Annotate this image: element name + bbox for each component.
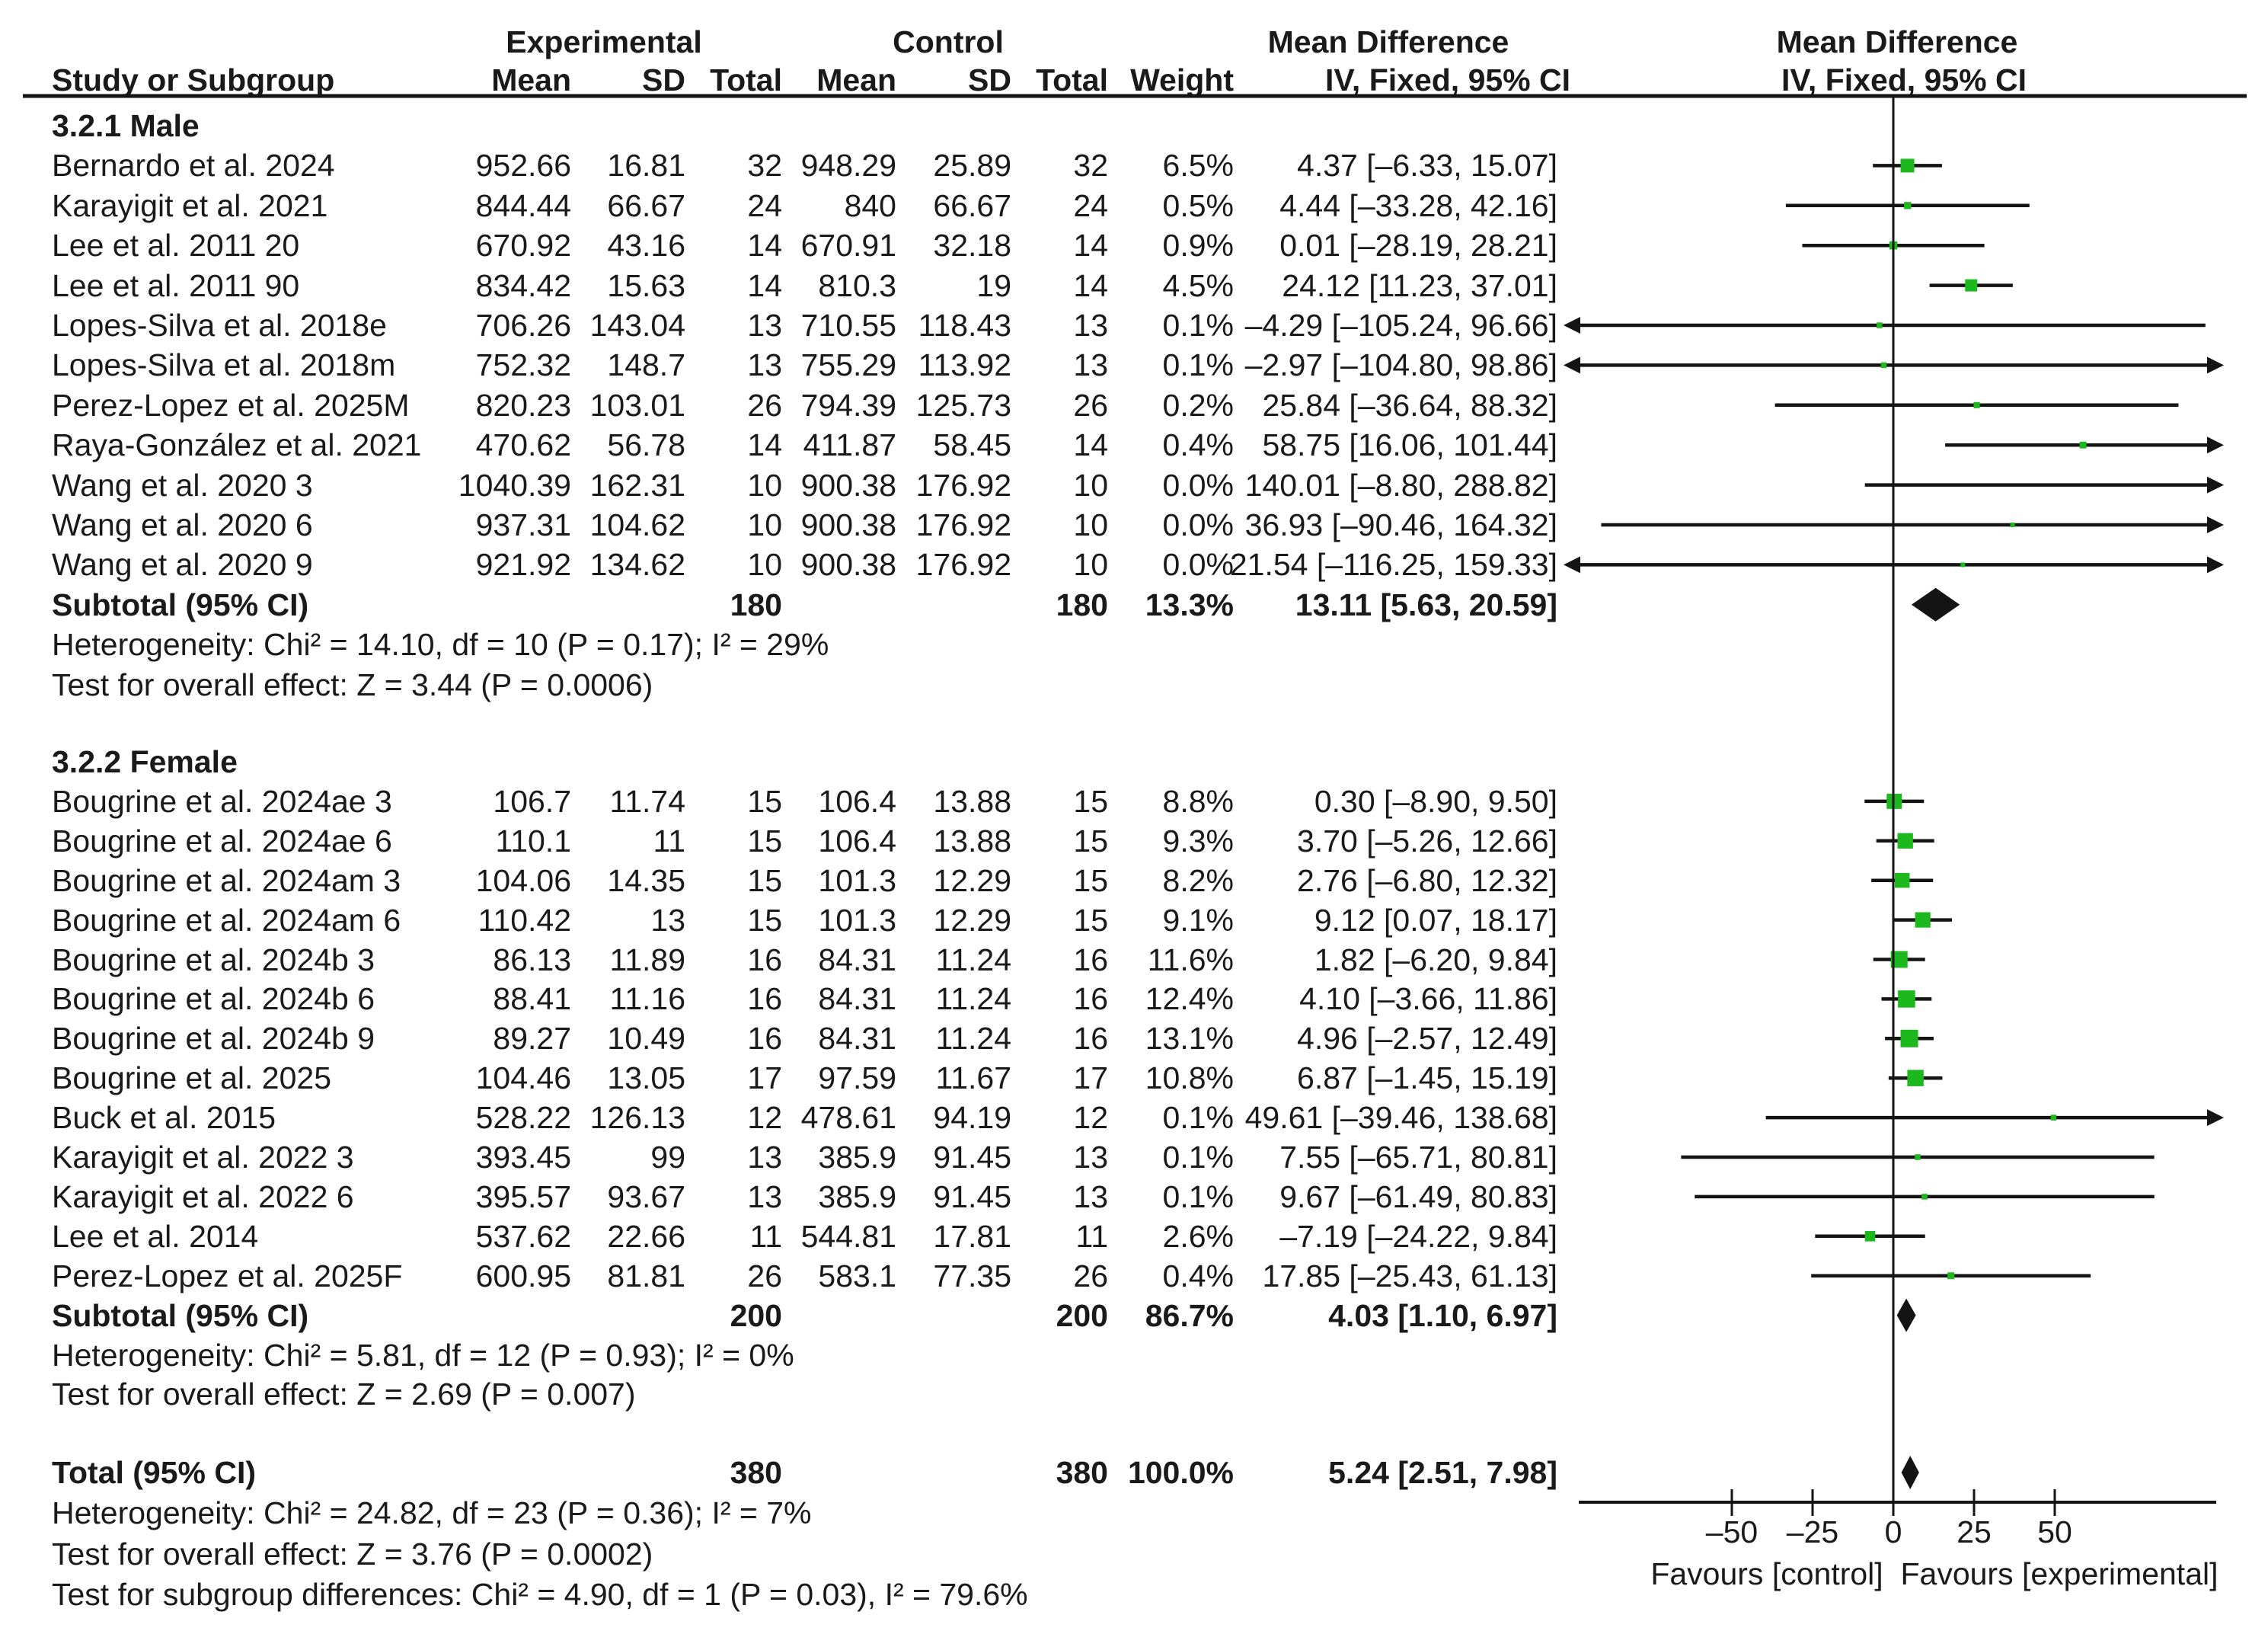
cell-weight: 2.6% (1162, 1218, 1234, 1254)
cell-weight: 0.1% (1162, 1100, 1234, 1136)
cell-weight: 0.1% (1162, 1178, 1234, 1214)
column-header-mean-experimental: Mean (491, 62, 571, 98)
cell-total-experimental: 10 (747, 507, 782, 542)
heterogeneity-text: Heterogeneity: Chi² = 24.82, df = 23 (P = 0.36); I² = 7% (52, 1495, 812, 1531)
cell-sd-experimental: 15.63 (607, 267, 685, 303)
cell-ci-text: –7.19 [–24.22, 9.84] (1279, 1218, 1557, 1254)
cell-sd-experimental: 11.89 (609, 942, 685, 977)
column-header-method: IV, Fixed, 95% CI (1324, 62, 1571, 98)
subgroup-title: 3.2.2 Female (52, 744, 238, 779)
point-estimate-square (1898, 833, 1913, 849)
cell-mean-control: 411.87 (803, 427, 896, 463)
column-header-sd-control: SD (968, 62, 1011, 98)
cell-mean-experimental: 1040.39 (458, 467, 571, 503)
overall-effect-text: Test for overall effect: Z = 3.76 (P = 0.0002) (52, 1536, 653, 1572)
cell-sd-control: 12.29 (933, 862, 1011, 898)
point-estimate-square (1901, 158, 1915, 172)
column-header-mean-control: Mean (816, 62, 896, 98)
cell-total-experimental: 14 (747, 228, 782, 264)
cell-mean-control: 710.55 (800, 308, 896, 343)
cell-ci-text: 58.75 [16.06, 101.44] (1262, 427, 1557, 463)
cell-mean-experimental: 86.13 (493, 942, 571, 977)
column-header-mean-difference-plot: Mean Difference (1776, 24, 2018, 59)
cell-mean-control: 385.9 (818, 1178, 896, 1214)
cell-total-experimental: 14 (747, 267, 782, 303)
cell-mean-experimental: 395.57 (475, 1178, 571, 1214)
cell-mean-experimental: 820.23 (475, 387, 571, 423)
axis-tick-label: 50 (2037, 1514, 2072, 1549)
cell-mean-control: 810.3 (818, 267, 896, 303)
cell-sd-experimental: 134.62 (589, 547, 685, 583)
cell-total-control: 26 (1073, 1258, 1108, 1293)
study-label: Subtotal (95% CI) (52, 1297, 309, 1333)
cell-weight: 0.4% (1162, 427, 1234, 463)
point-estimate-square (1904, 202, 1911, 209)
cell-mean-control: 794.39 (800, 387, 896, 423)
cell-mean-experimental: 106.7 (493, 783, 571, 819)
arrow-right-icon (2207, 556, 2224, 573)
cell-total-control: 13 (1073, 1178, 1108, 1214)
cell-ci-text: 25.84 [–36.64, 88.32] (1262, 387, 1557, 423)
cell-total-experimental: 11 (749, 1218, 782, 1254)
cell-ci-text: 0.30 [–8.90, 9.50] (1314, 783, 1557, 819)
arrow-right-icon (2207, 436, 2224, 453)
study-label: Bougrine et al. 2024am 3 (52, 862, 401, 898)
cell-mean-control: 106.4 (818, 823, 896, 859)
cell-total-experimental: 16 (747, 981, 782, 1017)
cell-ci-text: 49.61 [–39.46, 138.68] (1244, 1100, 1557, 1136)
cell-total-experimental: 10 (747, 547, 782, 583)
cell-sd-experimental: 43.16 (607, 228, 685, 264)
cell-total-experimental: 13 (747, 1140, 782, 1175)
cell-mean-control: 84.31 (818, 981, 896, 1017)
study-label: Karayigit et al. 2022 3 (52, 1140, 354, 1175)
cell-mean-experimental: 104.46 (475, 1060, 571, 1096)
cell-total-control: 10 (1073, 467, 1108, 503)
study-label: Lopes-Silva et al. 2018e (52, 308, 387, 343)
cell-mean-experimental: 528.22 (475, 1100, 571, 1136)
column-header-weight: Weight (1130, 62, 1234, 98)
cell-total-control: 10 (1073, 507, 1108, 542)
point-estimate-square (2051, 1114, 2056, 1120)
cell-total-control: 13 (1073, 347, 1108, 383)
study-label: Lee et al. 2011 20 (52, 228, 300, 264)
point-estimate-square (1865, 1231, 1876, 1242)
cell-mean-control: 583.1 (818, 1258, 896, 1293)
cell-ci-text: 9.67 [–61.49, 80.83] (1279, 1178, 1557, 1214)
point-estimate-square (1947, 1272, 1954, 1279)
cell-mean-control: 97.59 (818, 1060, 896, 1096)
cell-ci-text: 3.70 [–5.26, 12.66] (1297, 823, 1557, 859)
cell-ci-text: 7.55 [–65.71, 80.81] (1279, 1140, 1557, 1175)
arrow-left-icon (1564, 357, 1580, 373)
cell-ci-text: 1.82 [–6.20, 9.84] (1314, 942, 1557, 977)
cell-weight: 100.0% (1127, 1455, 1234, 1490)
cell-mean-control: 900.38 (800, 467, 896, 503)
cell-sd-experimental: 162.31 (589, 467, 685, 503)
cell-sd-experimental: 11.74 (609, 783, 685, 819)
cell-sd-experimental: 81.81 (607, 1258, 685, 1293)
cell-ci-text: 4.44 [–33.28, 42.16] (1279, 187, 1557, 223)
subgroup-title: 3.2.1 Male (52, 108, 200, 143)
cell-ci-text: 13.11 [5.63, 20.59] (1295, 587, 1557, 622)
cell-weight: 0.1% (1162, 308, 1234, 343)
cell-mean-experimental: 88.41 (493, 981, 571, 1017)
cell-total-control: 380 (1056, 1455, 1108, 1490)
point-estimate-square (1915, 913, 1931, 928)
cell-total-experimental: 15 (747, 862, 782, 898)
cell-sd-experimental: 66.67 (607, 187, 685, 223)
cell-total-control: 13 (1073, 1140, 1108, 1175)
cell-sd-control: 58.45 (933, 427, 1011, 463)
cell-mean-experimental: 937.31 (475, 507, 571, 542)
cell-total-experimental: 15 (747, 783, 782, 819)
axis-tick-label: 0 (1884, 1514, 1902, 1549)
subgroup-differences-text: Test for subgroup differences: Chi² = 4.90, df = 1 (P = 0.03), I² = 79.6% (52, 1576, 1028, 1612)
cell-sd-experimental: 14.35 (607, 862, 685, 898)
cell-ci-text: –2.97 [–104.80, 98.86] (1244, 347, 1557, 383)
cell-total-experimental: 26 (747, 387, 782, 423)
heterogeneity-text: Heterogeneity: Chi² = 14.10, df = 10 (P = 0.17); I² = 29% (52, 627, 829, 663)
pooled-diamond (1912, 588, 1960, 622)
study-label: Buck et al. 2015 (52, 1100, 276, 1136)
cell-weight: 9.1% (1162, 902, 1234, 938)
cell-weight: 12.4% (1145, 981, 1234, 1017)
study-label: Wang et al. 2020 6 (52, 507, 313, 542)
cell-sd-experimental: 13 (650, 902, 685, 938)
cell-sd-control: 12.29 (933, 902, 1011, 938)
cell-mean-experimental: 706.26 (475, 308, 571, 343)
cell-mean-experimental: 470.62 (475, 427, 571, 463)
cell-ci-text: 4.37 [–6.33, 15.07] (1297, 148, 1557, 184)
cell-total-control: 15 (1073, 862, 1108, 898)
favours-experimental-label: Favours [experimental] (1900, 1556, 2218, 1591)
cell-weight: 0.5% (1162, 187, 1234, 223)
study-label: Bernardo et al. 2024 (52, 148, 335, 184)
cell-weight: 8.8% (1162, 783, 1234, 819)
column-header-control: Control (893, 24, 1004, 59)
cell-mean-control: 478.61 (800, 1100, 896, 1136)
cell-ci-text: 36.93 [–90.46, 164.32] (1244, 507, 1557, 542)
cell-weight: 0.2% (1162, 387, 1234, 423)
cell-total-experimental: 15 (747, 902, 782, 938)
study-label: Raya-González et al. 2021 (52, 427, 422, 463)
cell-sd-control: 32.18 (933, 228, 1011, 264)
cell-sd-control: 11.24 (935, 942, 1011, 977)
cell-sd-experimental: 11.16 (609, 981, 685, 1017)
cell-sd-control: 118.43 (918, 308, 1011, 343)
cell-ci-text: 24.12 [11.23, 37.01] (1282, 267, 1557, 303)
point-estimate-square (1965, 280, 1977, 292)
column-header-study: Study or Subgroup (52, 62, 335, 98)
cell-ci-text: 4.03 [1.10, 6.97] (1328, 1297, 1557, 1333)
cell-total-experimental: 200 (730, 1297, 782, 1333)
point-estimate-square (2080, 442, 2087, 449)
overall-effect-text: Test for overall effect: Z = 2.69 (P = 0.007) (52, 1377, 636, 1412)
cell-weight: 6.5% (1162, 148, 1234, 184)
study-label: Bougrine et al. 2024ae 3 (52, 783, 392, 819)
cell-sd-control: 25.89 (933, 148, 1011, 184)
point-estimate-square (1921, 1194, 1927, 1199)
cell-mean-control: 385.9 (818, 1140, 896, 1175)
cell-ci-text: 4.96 [–2.57, 12.49] (1297, 1021, 1557, 1057)
point-estimate-square (1915, 1154, 1920, 1159)
cell-sd-control: 94.19 (933, 1100, 1011, 1136)
cell-sd-experimental: 10.49 (607, 1021, 685, 1057)
cell-sd-control: 125.73 (915, 387, 1011, 423)
cell-mean-control: 101.3 (818, 862, 896, 898)
arrow-left-icon (1564, 317, 1580, 334)
cell-ci-text: 6.87 [–1.45, 15.19] (1297, 1060, 1557, 1096)
cell-total-experimental: 180 (730, 587, 782, 622)
arrow-left-icon (1564, 556, 1580, 573)
cell-sd-control: 91.45 (933, 1140, 1011, 1175)
cell-sd-control: 176.92 (915, 507, 1011, 542)
cell-weight: 0.0% (1162, 467, 1234, 503)
cell-total-control: 14 (1073, 427, 1108, 463)
cell-total-experimental: 380 (730, 1455, 782, 1490)
cell-mean-control: 544.81 (800, 1218, 896, 1254)
cell-weight: 86.7% (1145, 1297, 1234, 1333)
cell-total-experimental: 24 (747, 187, 782, 223)
cell-sd-experimental: 126.13 (589, 1100, 685, 1136)
cell-mean-control: 755.29 (800, 347, 896, 383)
cell-ci-text: 140.01 [–8.80, 288.82] (1244, 467, 1557, 503)
axis-tick-label: 25 (1957, 1514, 1992, 1549)
cell-weight: 0.1% (1162, 347, 1234, 383)
cell-weight: 0.4% (1162, 1258, 1234, 1293)
cell-sd-control: 13.88 (933, 783, 1011, 819)
cell-total-control: 16 (1073, 981, 1108, 1017)
cell-total-control: 32 (1073, 148, 1108, 184)
cell-weight: 10.8% (1145, 1060, 1234, 1096)
axis-tick-label: –25 (1786, 1514, 1839, 1549)
column-header-total-experimental: Total (710, 62, 782, 98)
cell-mean-experimental: 921.92 (475, 547, 571, 583)
cell-total-control: 26 (1073, 387, 1108, 423)
study-label: Lee et al. 2011 90 (52, 267, 300, 303)
cell-sd-experimental: 22.66 (607, 1218, 685, 1254)
column-header-total-control: Total (1036, 62, 1108, 98)
column-header-experimental: Experimental (506, 24, 702, 59)
cell-sd-control: 113.92 (918, 347, 1011, 383)
cell-ci-text: 0.01 [–28.19, 28.21] (1279, 228, 1557, 264)
pooled-diamond (1902, 1456, 1919, 1489)
point-estimate-square (1901, 1030, 1918, 1047)
cell-mean-experimental: 110.42 (478, 902, 571, 938)
cell-total-experimental: 26 (747, 1258, 782, 1293)
cell-weight: 13.3% (1145, 587, 1234, 622)
cell-total-control: 11 (1075, 1218, 1108, 1254)
cell-sd-experimental: 143.04 (589, 308, 685, 343)
cell-ci-text: –4.29 [–105.24, 96.66] (1244, 308, 1557, 343)
cell-total-experimental: 16 (747, 942, 782, 977)
study-label: Perez-Lopez et al. 2025F (52, 1258, 403, 1293)
cell-sd-experimental: 103.01 (589, 387, 685, 423)
cell-total-control: 17 (1073, 1060, 1108, 1096)
study-label: Perez-Lopez et al. 2025M (52, 387, 410, 423)
point-estimate-square (1974, 402, 1980, 408)
cell-weight: 4.5% (1162, 267, 1234, 303)
cell-weight: 0.0% (1162, 547, 1234, 583)
cell-total-experimental: 13 (747, 308, 782, 343)
cell-total-experimental: 32 (747, 148, 782, 184)
cell-ci-text: 17.85 [–25.43, 61.13] (1262, 1258, 1557, 1293)
study-label: Karayigit et al. 2021 (52, 187, 328, 223)
cell-sd-experimental: 11 (653, 823, 685, 859)
cell-mean-experimental: 89.27 (493, 1021, 571, 1057)
cell-total-experimental: 17 (747, 1060, 782, 1096)
heterogeneity-text: Heterogeneity: Chi² = 5.81, df = 12 (P = 0.93); I² = 0% (52, 1337, 794, 1373)
study-label: Lee et al. 2014 (52, 1218, 259, 1254)
cell-sd-control: 66.67 (933, 187, 1011, 223)
cell-total-experimental: 10 (747, 467, 782, 503)
cell-mean-experimental: 834.42 (475, 267, 571, 303)
point-estimate-square (1898, 990, 1915, 1008)
study-label: Lopes-Silva et al. 2018m (52, 347, 396, 383)
cell-total-experimental: 12 (747, 1100, 782, 1136)
study-label: Bougrine et al. 2024ae 6 (52, 823, 392, 859)
cell-mean-control: 670.91 (800, 228, 896, 264)
cell-total-experimental: 13 (747, 1178, 782, 1214)
study-label: Total (95% CI) (52, 1455, 257, 1490)
cell-total-experimental: 15 (747, 823, 782, 859)
cell-sd-control: 176.92 (915, 467, 1011, 503)
point-estimate-square (1960, 562, 1965, 567)
cell-weight: 13.1% (1145, 1021, 1234, 1057)
cell-weight: 9.3% (1162, 823, 1234, 859)
cell-weight: 0.9% (1162, 228, 1234, 264)
cell-total-control: 13 (1073, 308, 1108, 343)
cell-mean-experimental: 844.44 (475, 187, 571, 223)
study-label: Karayigit et al. 2022 6 (52, 1178, 354, 1214)
cell-mean-control: 900.38 (800, 507, 896, 542)
cell-weight: 11.6% (1147, 942, 1234, 977)
study-label: Bougrine et al. 2024am 6 (52, 902, 401, 938)
cell-total-experimental: 16 (747, 1021, 782, 1057)
cell-total-control: 14 (1073, 228, 1108, 264)
cell-ci-text: 21.54 [–116.25, 159.33] (1229, 547, 1557, 583)
column-header-mean-difference: Mean Difference (1267, 24, 1509, 59)
cell-sd-control: 91.45 (933, 1178, 1011, 1214)
cell-weight: 8.2% (1162, 862, 1234, 898)
cell-sd-experimental: 104.62 (589, 507, 685, 542)
cell-sd-control: 11.24 (935, 1021, 1011, 1057)
arrow-right-icon (2207, 357, 2224, 373)
cell-mean-control: 900.38 (800, 547, 896, 583)
column-header-sd-experimental: SD (642, 62, 685, 98)
cell-ci-text: 9.12 [0.07, 18.17] (1314, 902, 1557, 938)
cell-sd-experimental: 13.05 (607, 1060, 685, 1096)
cell-weight: 0.1% (1162, 1140, 1234, 1175)
cell-sd-control: 77.35 (933, 1258, 1011, 1293)
cell-total-control: 14 (1073, 267, 1108, 303)
cell-total-control: 24 (1073, 187, 1108, 223)
cell-total-control: 180 (1056, 587, 1108, 622)
cell-total-control: 15 (1073, 783, 1108, 819)
study-label: Bougrine et al. 2025 (52, 1060, 331, 1096)
arrow-right-icon (2207, 516, 2224, 533)
cell-sd-control: 11.67 (935, 1060, 1011, 1096)
cell-total-control: 16 (1073, 1021, 1108, 1057)
cell-total-experimental: 14 (747, 427, 782, 463)
cell-ci-text: 2.76 [–6.80, 12.32] (1297, 862, 1557, 898)
point-estimate-square (1881, 363, 1886, 368)
cell-total-control: 16 (1073, 942, 1108, 977)
cell-mean-experimental: 670.92 (475, 228, 571, 264)
cell-ci-text: 4.10 [–3.66, 11.86] (1299, 981, 1557, 1017)
cell-sd-control: 176.92 (915, 547, 1011, 583)
cell-mean-experimental: 952.66 (475, 148, 571, 184)
cell-sd-experimental: 56.78 (607, 427, 685, 463)
cell-sd-experimental: 16.81 (607, 148, 685, 184)
point-estimate-square (1907, 1070, 1923, 1086)
cell-total-experimental: 13 (747, 347, 782, 383)
study-label: Wang et al. 2020 9 (52, 547, 313, 583)
cell-ci-text: 5.24 [2.51, 7.98] (1328, 1455, 1557, 1490)
cell-mean-control: 84.31 (818, 1021, 896, 1057)
cell-sd-control: 11.24 (935, 981, 1011, 1017)
cell-mean-experimental: 752.32 (475, 347, 571, 383)
cell-total-control: 10 (1073, 547, 1108, 583)
cell-mean-experimental: 600.95 (475, 1258, 571, 1293)
cell-total-control: 15 (1073, 902, 1108, 938)
cell-total-control: 200 (1056, 1297, 1108, 1333)
study-label: Wang et al. 2020 3 (52, 467, 313, 503)
arrow-right-icon (2207, 1109, 2224, 1126)
cell-weight: 0.0% (1162, 507, 1234, 542)
pooled-diamond (1897, 1299, 1916, 1332)
cell-mean-experimental: 537.62 (475, 1218, 571, 1254)
point-estimate-square (1877, 322, 1882, 328)
cell-sd-control: 13.88 (933, 823, 1011, 859)
point-estimate-square (1895, 873, 1909, 887)
cell-mean-control: 948.29 (800, 148, 896, 184)
cell-sd-experimental: 99 (650, 1140, 685, 1175)
study-label: Subtotal (95% CI) (52, 587, 309, 622)
cell-total-control: 15 (1073, 823, 1108, 859)
favours-control-label: Favours [control] (1650, 1556, 1883, 1591)
point-estimate-square (2011, 523, 2015, 527)
cell-mean-experimental: 393.45 (475, 1140, 571, 1175)
cell-sd-experimental: 93.67 (607, 1178, 685, 1214)
cell-sd-experimental: 148.7 (607, 347, 685, 383)
cell-mean-experimental: 104.06 (475, 862, 571, 898)
overall-effect-text: Test for overall effect: Z = 3.44 (P = 0.0006) (52, 667, 653, 702)
arrow-right-icon (2207, 477, 2224, 494)
cell-mean-control: 84.31 (818, 942, 896, 977)
study-label: Bougrine et al. 2024b 3 (52, 942, 375, 977)
axis-tick-label: –50 (1705, 1514, 1758, 1549)
cell-sd-control: 17.81 (933, 1218, 1011, 1254)
study-label: Bougrine et al. 2024b 9 (52, 1021, 375, 1057)
cell-total-control: 12 (1073, 1100, 1108, 1136)
cell-mean-experimental: 110.1 (495, 823, 571, 859)
study-label: Bougrine et al. 2024b 6 (52, 981, 375, 1017)
column-header-method-plot: IV, Fixed, 95% CI (1781, 62, 2027, 98)
cell-mean-control: 840 (844, 187, 896, 223)
cell-mean-control: 101.3 (818, 902, 896, 938)
cell-mean-control: 106.4 (818, 783, 896, 819)
cell-sd-control: 19 (976, 267, 1011, 303)
